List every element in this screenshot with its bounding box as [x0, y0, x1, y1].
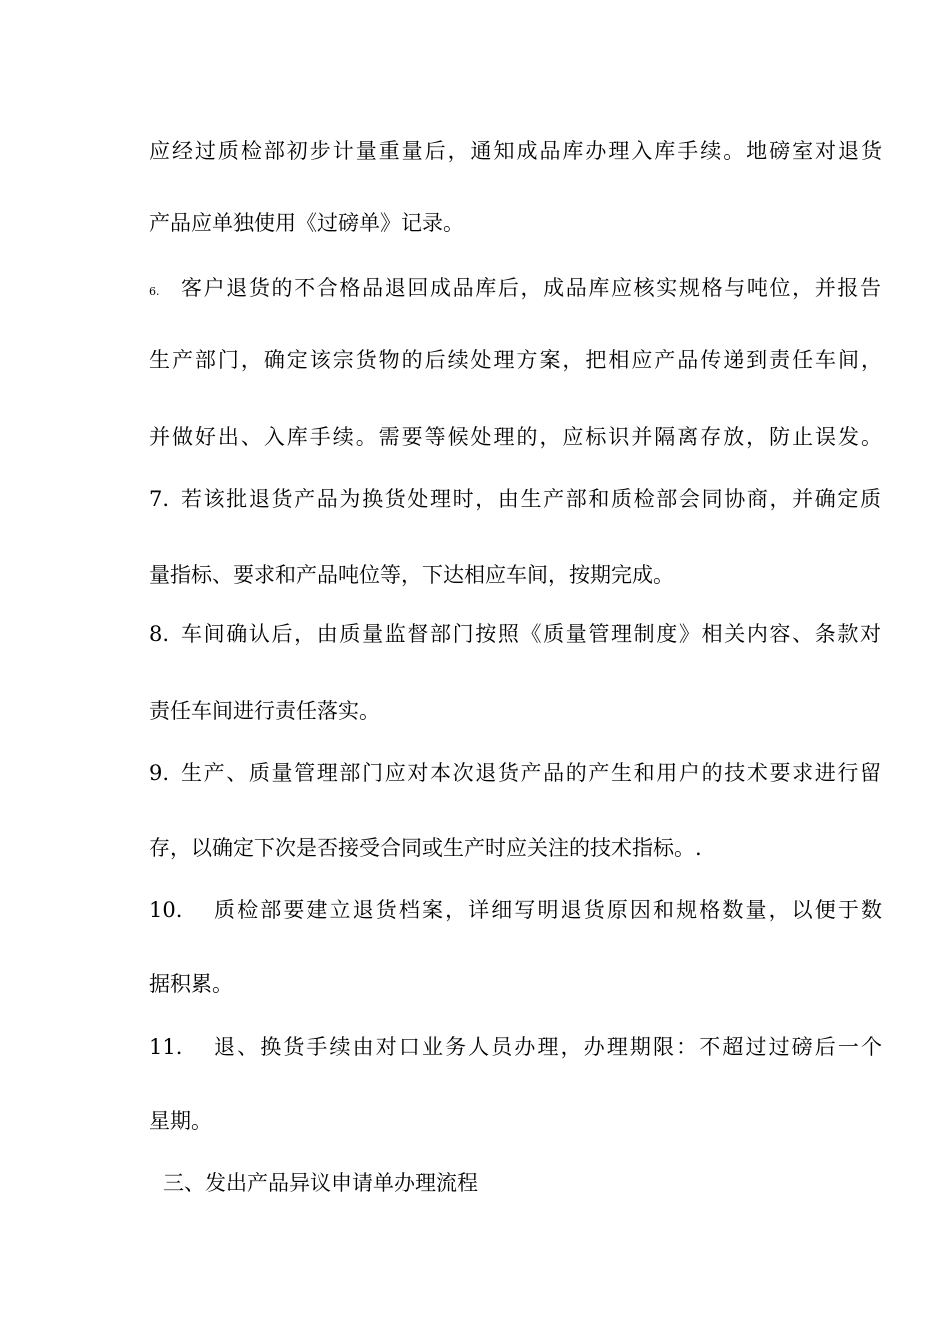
list-item-text: 质检部要建立退货档案，详细写明退货原因和规格数量，以便于数 — [214, 898, 882, 922]
list-item-11 — [149, 1033, 882, 1061]
paragraph-line: 存，以确定下次是否接受合同或生产时应关注的技术指标。. — [149, 836, 702, 860]
list-item-8 — [149, 620, 882, 648]
list-item-text: 客户退货的不合格品退回成品库后，成品库应核实规格与吨位，并报告 — [181, 276, 881, 300]
list-number: 11. — [149, 1035, 183, 1059]
paragraph-line: 应经过质检部初步计量重量后，通知成品库办理入库手续。地磅室对退货 — [149, 139, 882, 163]
list-number: 8. — [149, 622, 170, 646]
list-item-7 — [149, 485, 882, 513]
list-item-6 — [149, 274, 882, 306]
list-item-text: 车间确认后，由质量监督部门按照《质量管理制度》相关内容、条款对 — [181, 622, 881, 646]
list-item-10 — [149, 896, 882, 924]
section-heading: 三、发出产品异议申请单办理流程 — [163, 1171, 478, 1195]
paragraph-line: 生产部门，确定该宗货物的后续处理方案，把相应产品传递到责任车间， — [149, 348, 882, 372]
list-number: 10. — [149, 898, 183, 922]
paragraph-line: 责任车间进行责任落实。 — [149, 699, 380, 723]
list-number: 9. — [149, 761, 170, 785]
list-item-9 — [149, 759, 882, 787]
paragraph-line: 产品应单独使用《过磅单》记录。 — [149, 211, 464, 235]
list-item-text: 若该批退货产品为换货处理时，由生产部和质检部会同协商，并确定质 — [181, 487, 881, 511]
list-item-text: 生产、质量管理部门应对本次退货产品的产生和用户的技术要求进行留 — [181, 761, 881, 785]
paragraph-line: 并做好出、入库手续。需要等候处理的，应标识并隔离存放，防止误发。 — [149, 425, 882, 449]
list-number: 6. — [149, 285, 160, 298]
paragraph-line: 量指标、要求和产品吨位等，下达相应车间，按期完成。 — [149, 563, 674, 587]
paragraph-line: 据积累。 — [149, 972, 233, 996]
paragraph-line: 星期。 — [149, 1109, 212, 1133]
list-item-text: 退、换货手续由对口业务人员办理，办理期限：不超过过磅后一个 — [214, 1035, 882, 1059]
list-number: 7. — [149, 487, 170, 511]
